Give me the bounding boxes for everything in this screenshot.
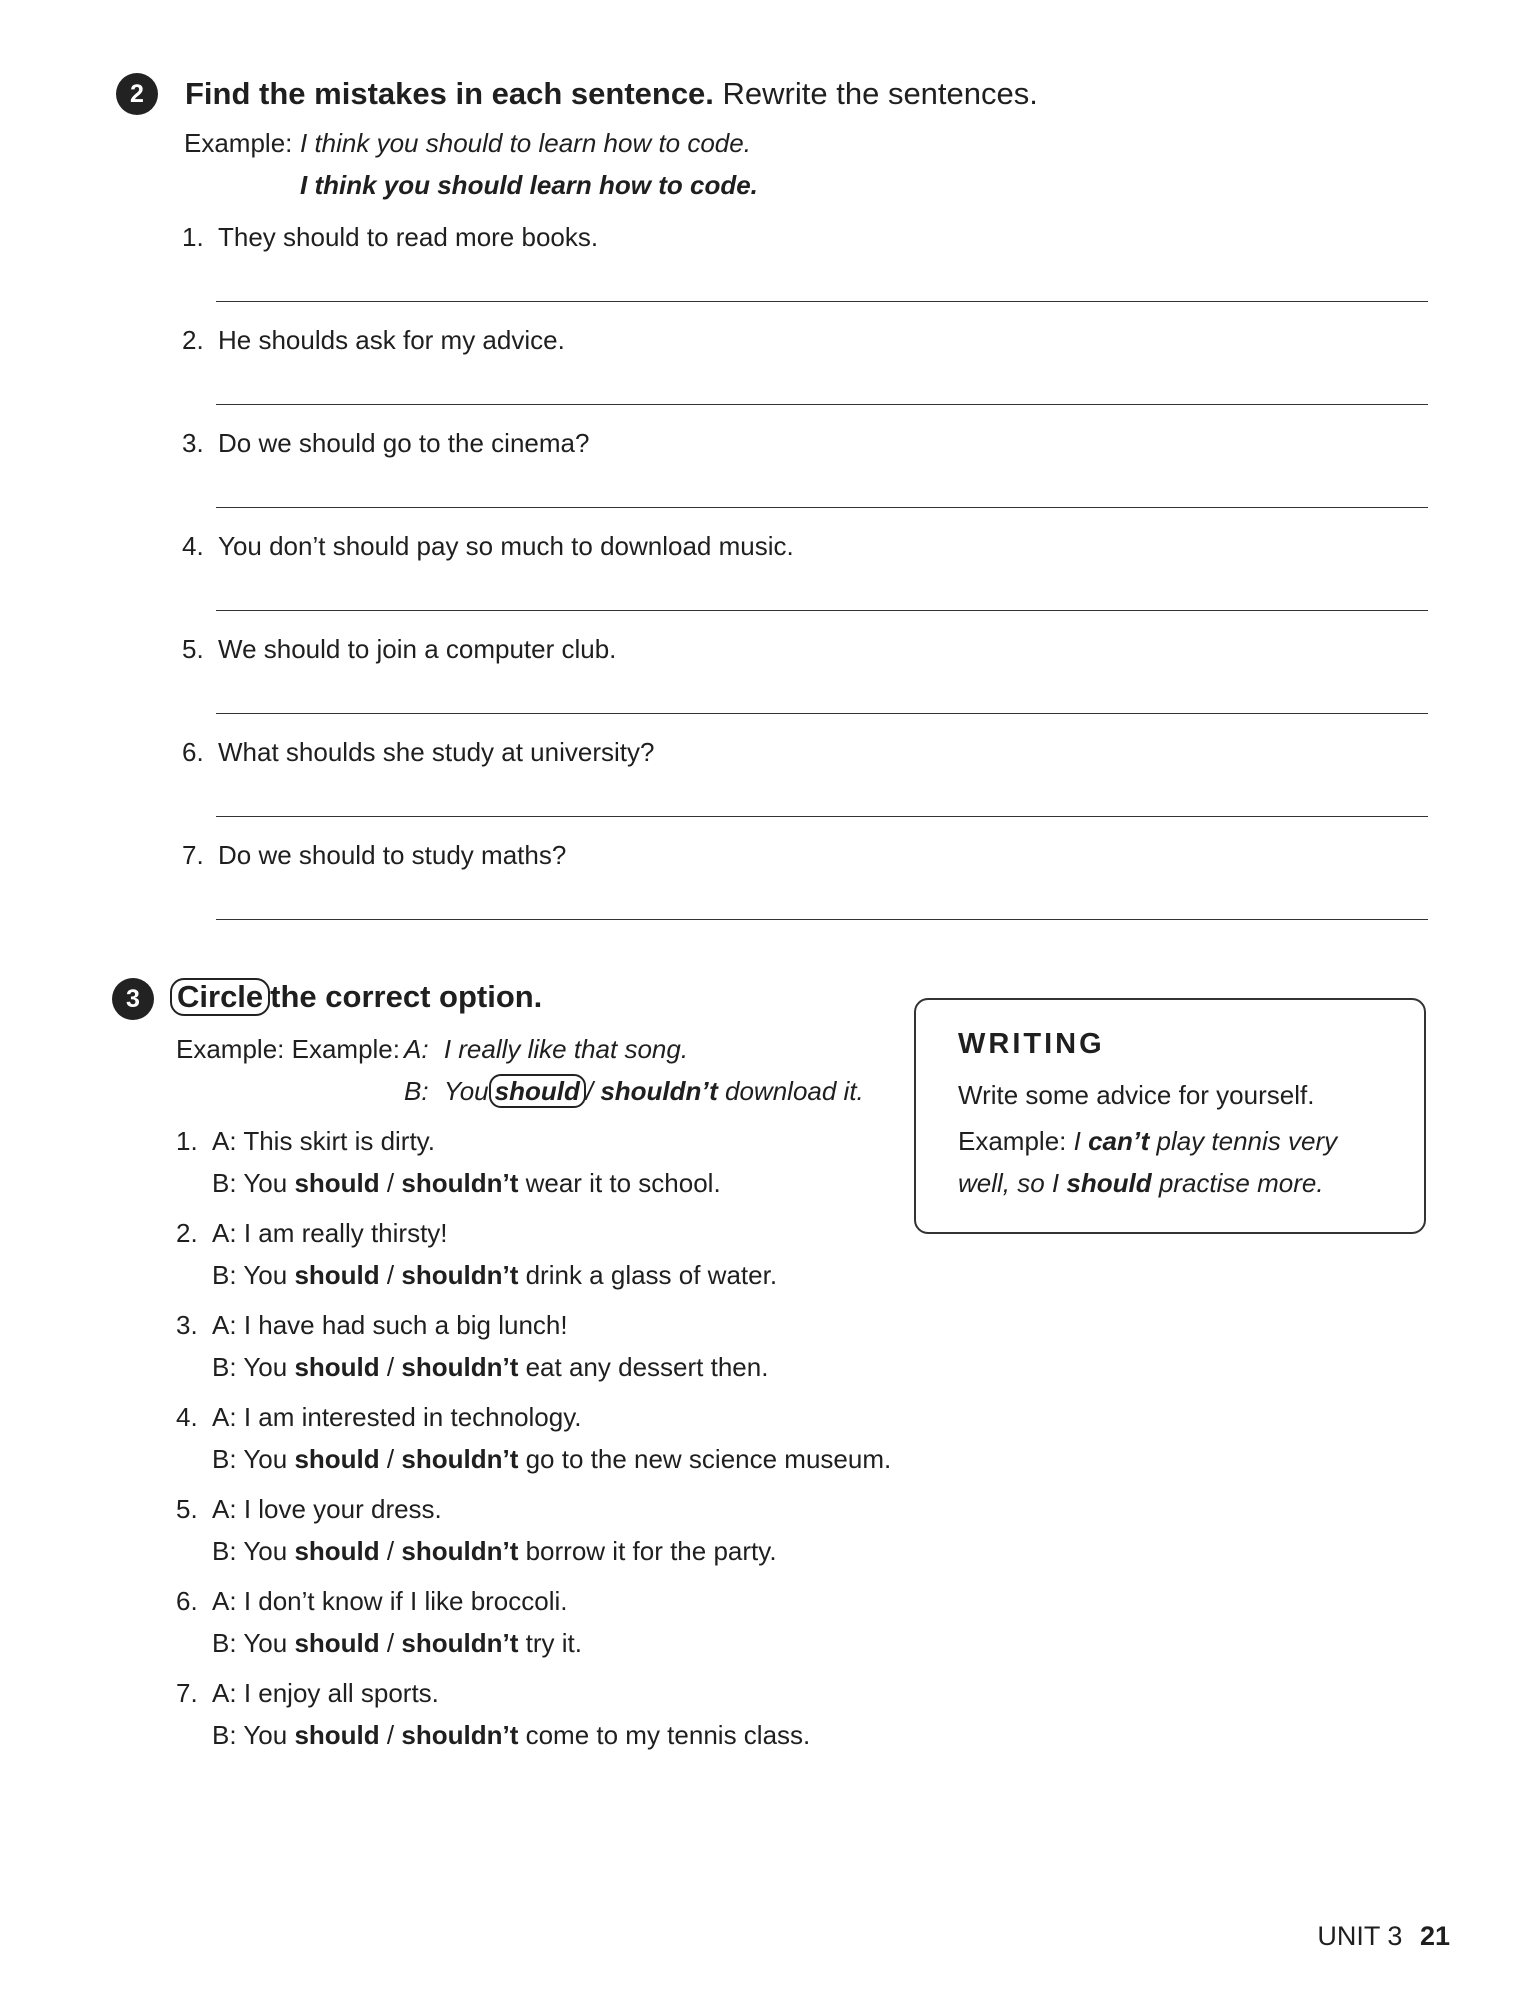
option-slash: /	[386, 1260, 395, 1290]
ex2-item-text: Do we should go to the cinema?	[218, 428, 590, 458]
b-rest: wear it to school.	[525, 1168, 721, 1198]
ex2-answer-line-7[interactable]	[216, 919, 1428, 920]
ex2-answer-line-2[interactable]	[216, 404, 1428, 405]
option-shouldnt[interactable]: shouldn’t	[401, 1720, 519, 1750]
b-label: B:	[212, 1168, 237, 1198]
exercise-3-title-rest: the correct option.	[270, 979, 543, 1014]
b-you: You	[243, 1536, 288, 1566]
example-b-shouldnt: shouldn’t	[600, 1076, 718, 1106]
ex2-item-text: What shoulds she study at university?	[218, 737, 655, 767]
ex3-item-7-b	[176, 1720, 810, 1751]
writing-ex-cant: can’t	[1088, 1126, 1150, 1156]
a-label: A:	[212, 1586, 237, 1616]
b-you: You	[243, 1444, 288, 1474]
ex2-item-1	[182, 222, 598, 253]
exercise-3-heading	[170, 978, 542, 1016]
exercise-3-number: 3	[112, 978, 154, 1020]
ex2-item-text: They should to read more books.	[218, 222, 599, 252]
option-slash: /	[386, 1168, 395, 1198]
example-b-should: should	[494, 1076, 580, 1106]
ex3-item-5-a	[176, 1494, 442, 1525]
option-slash: /	[386, 1352, 395, 1382]
b-you: You	[243, 1720, 288, 1750]
a-text: I am really thirsty!	[243, 1218, 448, 1248]
writing-ex-line2-b: practise more.	[1158, 1168, 1324, 1198]
ex3-item-5-b	[176, 1536, 777, 1567]
exercise-2-heading	[185, 76, 1038, 112]
ex2-answer-line-4[interactable]	[216, 610, 1428, 611]
b-rest: go to the new science museum.	[525, 1444, 892, 1474]
option-should[interactable]: should	[294, 1352, 380, 1382]
ex2-item-2	[182, 325, 565, 356]
exercise-2-example-right: I think you should learn how to code.	[300, 170, 758, 200]
a-text: I love your dress.	[243, 1494, 442, 1524]
b-you: You	[243, 1168, 288, 1198]
b-label: B:	[212, 1260, 237, 1290]
option-shouldnt[interactable]: shouldn’t	[401, 1352, 519, 1382]
b-rest: come to my tennis class.	[525, 1720, 811, 1750]
writing-example-line-2	[958, 1168, 1324, 1199]
ex2-item-7	[182, 840, 566, 871]
a-label: A:	[212, 1494, 237, 1524]
example-a-label: A:	[404, 1034, 429, 1064]
b-rest: try it.	[525, 1628, 582, 1658]
b-you: You	[243, 1260, 288, 1290]
b-label: B:	[212, 1536, 237, 1566]
option-should[interactable]: should	[294, 1444, 380, 1474]
ex2-item-number: 1.	[182, 222, 204, 252]
ex3-item-number: 1.	[176, 1126, 198, 1156]
ex3-item-number: 7.	[176, 1678, 198, 1708]
ex2-answer-line-5[interactable]	[216, 713, 1428, 714]
exercise-2-title-bold: Find the mistakes in each sentence.	[185, 76, 714, 111]
ex3-item-2-a	[176, 1218, 448, 1249]
a-text: This skirt is dirty.	[243, 1126, 435, 1156]
writing-instruction: Write some advice for yourself.	[958, 1080, 1315, 1110]
exercise-3-example-label: Example: Example:	[176, 1034, 400, 1064]
option-shouldnt[interactable]: shouldn’t	[401, 1536, 519, 1566]
option-should[interactable]: should	[294, 1720, 380, 1750]
example-b-you: You	[443, 1076, 489, 1106]
ex2-item-number: 7.	[182, 840, 204, 870]
page-footer	[1317, 1921, 1450, 1952]
ex2-item-6	[182, 737, 654, 768]
option-shouldnt[interactable]: shouldn’t	[401, 1444, 519, 1474]
writing-ex-mid: play tennis very	[1156, 1126, 1338, 1156]
ex2-item-number: 4.	[182, 531, 204, 561]
writing-example-label: Example:	[958, 1126, 1067, 1156]
ex2-item-text: We should to join a computer club.	[218, 634, 617, 664]
option-shouldnt[interactable]: shouldn’t	[401, 1260, 519, 1290]
option-slash: /	[386, 1444, 395, 1474]
ex3-item-3-a	[176, 1310, 568, 1341]
a-label: A:	[212, 1678, 237, 1708]
b-rest: eat any dessert then.	[525, 1352, 769, 1382]
ex3-item-6-a	[176, 1586, 568, 1617]
example-a-text: I really like that song.	[443, 1034, 689, 1064]
ex3-item-4-a	[176, 1402, 582, 1433]
writing-ex-i: I	[1073, 1126, 1081, 1156]
ex3-item-1-a	[176, 1126, 435, 1157]
a-label: A:	[212, 1310, 237, 1340]
footer-page-number: 21	[1419, 1921, 1450, 1951]
ex3-item-3-b	[176, 1352, 768, 1383]
option-shouldnt[interactable]: shouldn’t	[401, 1168, 519, 1198]
a-text: I have had such a big lunch!	[243, 1310, 568, 1340]
example-b-label: B:	[404, 1076, 429, 1106]
ex2-item-number: 6.	[182, 737, 204, 767]
option-should[interactable]: should	[294, 1628, 380, 1658]
writing-box	[914, 998, 1426, 1234]
option-slash: /	[386, 1536, 395, 1566]
ex2-item-text: You don’t should pay so much to download music.	[218, 531, 794, 561]
b-you: You	[243, 1352, 288, 1382]
ex3-item-number: 3.	[176, 1310, 198, 1340]
a-label: A:	[212, 1402, 237, 1432]
ex2-item-5	[182, 634, 616, 665]
exercise-2-example-wrong: I think you should to learn how to code.	[300, 128, 751, 158]
option-should[interactable]: should	[294, 1260, 380, 1290]
example-b-rest: download it.	[725, 1076, 864, 1106]
ex2-item-text: Do we should to study maths?	[218, 840, 567, 870]
ex3-item-number: 4.	[176, 1402, 198, 1432]
ex2-item-number: 5.	[182, 634, 204, 664]
a-text: I am interested in technology.	[243, 1402, 582, 1432]
ex3-item-1-b	[176, 1168, 721, 1199]
ex3-item-4-b	[176, 1444, 891, 1475]
a-label: A:	[212, 1126, 237, 1156]
option-slash: /	[386, 1628, 395, 1658]
ex3-item-number: 6.	[176, 1586, 198, 1616]
exercise-2-number: 2	[116, 73, 158, 115]
exercise-2-example-label: Example:	[184, 128, 293, 158]
b-rest: drink a glass of water.	[525, 1260, 778, 1290]
b-rest: borrow it for the party.	[525, 1536, 777, 1566]
writing-ex-should: should	[1066, 1168, 1152, 1198]
option-should[interactable]: should	[294, 1168, 380, 1198]
a-text: I enjoy all sports.	[243, 1678, 439, 1708]
writing-example-line-1	[958, 1126, 1337, 1157]
ex2-answer-line-6[interactable]	[216, 816, 1428, 817]
ex2-answer-line-1[interactable]	[216, 301, 1428, 302]
exercise-2-title-rest: Rewrite the sentences.	[722, 76, 1038, 111]
writing-title: WRITING	[958, 1028, 1105, 1060]
writing-ex-line2-a: well, so I	[958, 1168, 1060, 1198]
ex2-item-number: 3.	[182, 428, 204, 458]
b-label: B:	[212, 1444, 237, 1474]
ex3-item-7-a	[176, 1678, 439, 1709]
b-you: You	[243, 1628, 288, 1658]
example-b-slash: /	[585, 1076, 594, 1106]
ex2-item-text: He shoulds ask for my advice.	[218, 325, 565, 355]
exercise-3-example-b	[404, 1074, 864, 1108]
exercise-3-title-circled: Circle	[170, 978, 270, 1016]
b-label: B:	[212, 1628, 237, 1658]
b-label: B:	[212, 1352, 237, 1382]
ex2-item-4	[182, 531, 794, 562]
ex3-item-2-b	[176, 1260, 777, 1291]
b-label: B:	[212, 1720, 237, 1750]
a-label: A:	[212, 1218, 237, 1248]
option-shouldnt[interactable]: shouldn’t	[401, 1628, 519, 1658]
option-slash: /	[386, 1720, 395, 1750]
exercise-3-example-a	[404, 1034, 688, 1065]
ex3-item-number: 2.	[176, 1218, 198, 1248]
ex2-item-number: 2.	[182, 325, 204, 355]
footer-unit: UNIT 3	[1317, 1921, 1403, 1951]
ex3-item-6-b	[176, 1628, 582, 1659]
a-text: I don’t know if I like broccoli.	[243, 1586, 568, 1616]
example-b-should-circled	[489, 1074, 586, 1108]
option-should[interactable]: should	[294, 1536, 380, 1566]
ex3-item-number: 5.	[176, 1494, 198, 1524]
ex2-item-3	[182, 428, 589, 459]
ex2-answer-line-3[interactable]	[216, 507, 1428, 508]
